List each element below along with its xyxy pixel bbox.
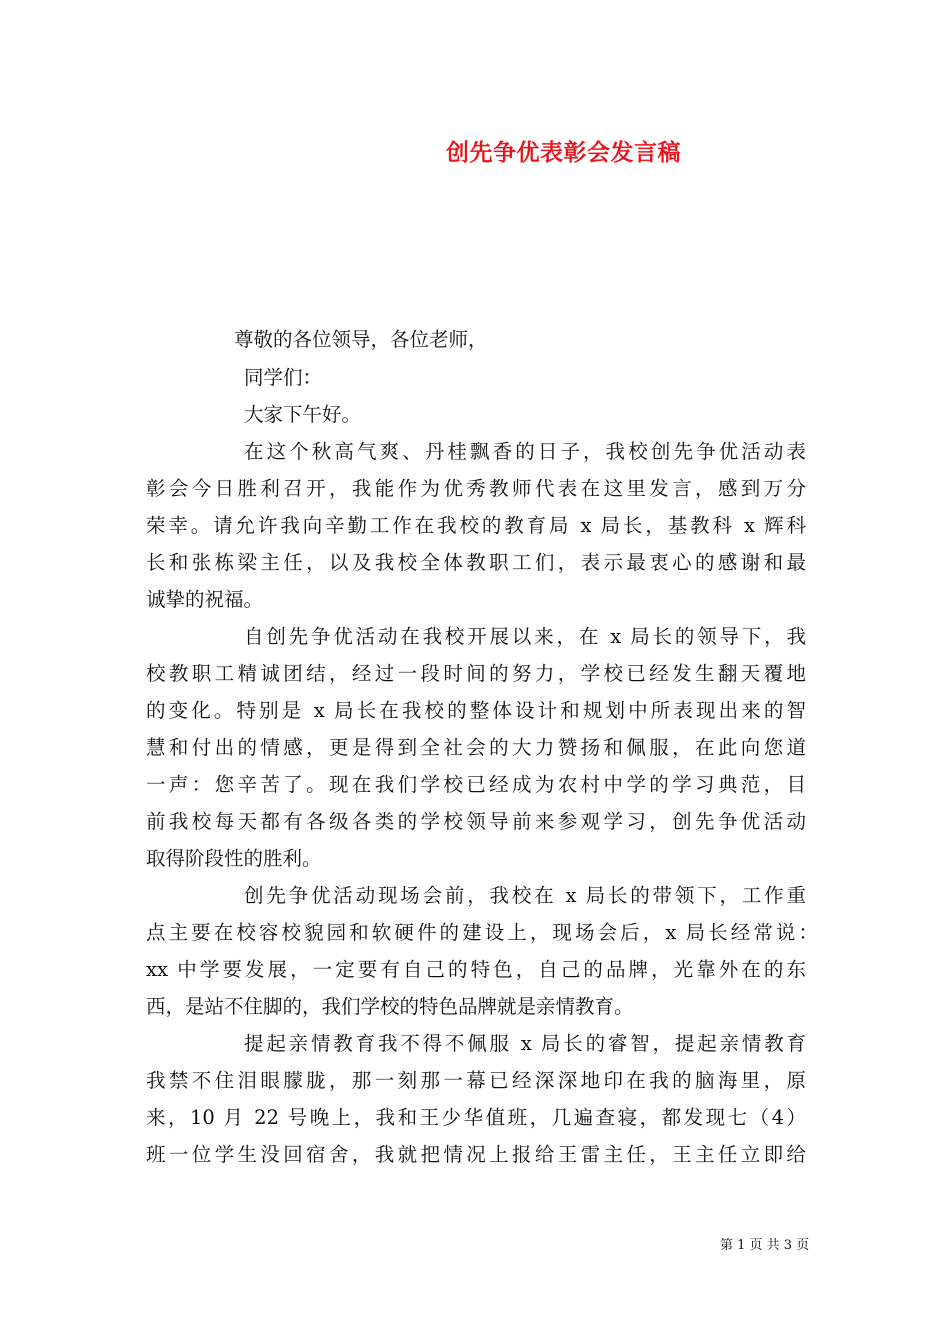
paragraph-line: 班一位学生没回宿舍，我就把情况上报给王雷主任，王主任立即给 (146, 1143, 806, 1166)
paragraph-line: 校教职工精诚团结，经过一段时间的努力，学校已经发生翻天覆地 (146, 662, 806, 685)
paragraph-line: 的变化。特别是 x 局长在我校的整体设计和规划中所表现出来的智 (146, 699, 806, 722)
paragraph-line: 在这个秋高气爽、丹桂飘香的日子，我校创先争优活动表 (244, 440, 806, 463)
paragraph-line: 彰会今日胜利召开，我能作为优秀教师代表在这里发言，感到万分 (146, 477, 806, 500)
greeting-line: 大家下午好。 (244, 403, 362, 426)
paragraph-line: 自创先争优活动在我校开展以来，在 x 局长的领导下，我 (244, 625, 806, 648)
paragraph-line: 我禁不住泪眼朦胧，那一刻那一幕已经深深地印在我的脑海里，原 (146, 1069, 806, 1092)
paragraph-line: 荣幸。请允许我向辛勤工作在我校的教育局 x 局长，基教科 x 辉科 (146, 514, 806, 537)
salutation-line: 尊敬的各位领导，各位老师， (234, 328, 488, 351)
paragraph-line: 慧和付出的情感，更是得到全社会的大力赞扬和佩服，在此向您道 (146, 736, 806, 759)
paragraph-line: xx 中学要发展，一定要有自己的特色，自己的品牌，光靠外在的东 (146, 958, 806, 981)
paragraph-line: 点主要在校容校貌园和软硬件的建设上，现场会后，x 局长经常说： (146, 921, 818, 944)
page-number-footer: 第 1 页 共 3 页 (720, 1238, 810, 1253)
salutation-line: 同学们： (244, 366, 323, 389)
paragraph-line: 前我校每天都有各级各类的学校领导前来参观学习，创先争优活动 (146, 810, 806, 833)
paragraph-line: 诚挚的祝福。 (146, 588, 264, 611)
document-title: 创先争优表彰会发言稿 (446, 139, 681, 166)
paragraph-line: 来，10 月 22 号晚上，我和王少华值班，几遍查寝，都发现七（4） (146, 1106, 806, 1129)
paragraph-line: 长和张栋梁主任，以及我校全体教职工们，表示最衷心的感谢和最 (146, 551, 806, 574)
paragraph-line: 取得阶段性的胜利。 (146, 847, 322, 870)
paragraph-line: 一声：您辛苦了。现在我们学校已经成为农村中学的学习典范，目 (146, 773, 806, 796)
paragraph-line: 西，是站不住脚的，我们学校的特色品牌就是亲情教育。 (146, 995, 634, 1018)
paragraph-line: 创先争优活动现场会前，我校在 x 局长的带领下，工作重 (244, 884, 806, 907)
paragraph-line: 提起亲情教育我不得不佩服 x 局长的睿智，提起亲情教育 (244, 1032, 806, 1055)
